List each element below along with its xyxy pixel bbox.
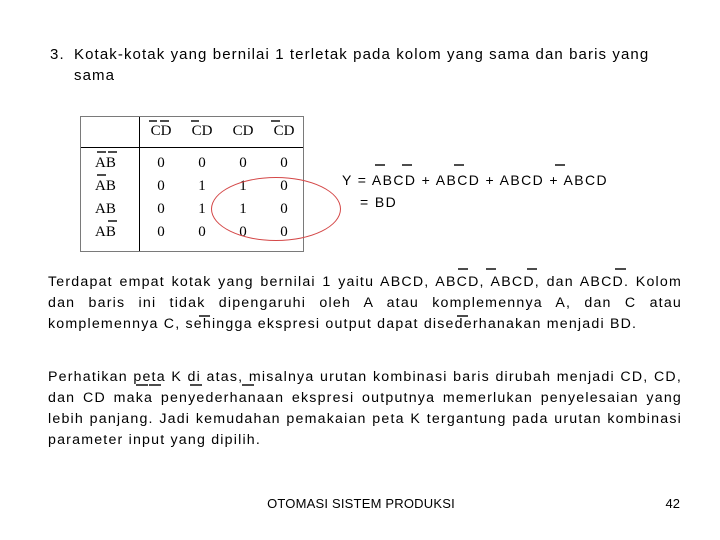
kmap-cell: 0	[157, 155, 165, 171]
kmap-row-header: AB	[95, 178, 116, 194]
kmap-column-header: CD	[273, 123, 295, 139]
heading-number: 3.	[50, 46, 65, 63]
kmap-cell: 0	[157, 201, 165, 217]
kmap-cell: 0	[280, 155, 288, 171]
page-number: 42	[665, 496, 680, 511]
kmap-row-header: AB	[95, 224, 116, 240]
kmap-horizontal-divider	[81, 147, 303, 148]
numbered-heading	[50, 44, 690, 86]
kmap-cell: 0	[157, 224, 165, 240]
kmap-column-header: CD	[150, 123, 172, 139]
paragraph-1: Terdapat empat kotak yang bernilai 1 yaitu ABCD, ABCD, ABCD, dan ABCD. Kolom dan baris ini tidak dipengaruhi oleh A atau komplemennya A, dan C atau komplemennya C, sehingga ekspresi output dapat disederhanakan menjadi BD.	[48, 274, 682, 332]
kmap-cell: 0	[157, 178, 165, 194]
kmap-cell: 0	[280, 201, 288, 217]
kmap-column-header: CD	[191, 123, 213, 139]
kmap-cell: 0	[280, 178, 288, 194]
kmap-row-header: AB	[95, 201, 116, 217]
kmap-cell: 0	[239, 155, 247, 171]
equation-line-2: = BD	[360, 194, 398, 210]
kmap-cell: 1	[198, 201, 206, 217]
footer-title: OTOMASI SISTEM PRODUKSI	[267, 496, 455, 511]
equation-line-1: Y = ABCD + ABCD + ABCD + ABCD	[342, 172, 609, 188]
heading-text: Kotak-kotak yang bernilai 1 terletak pada kolom yang sama dan baris yang sama	[74, 46, 650, 84]
kmap-cell: 0	[198, 224, 206, 240]
kmap-cell: 0	[198, 155, 206, 171]
grouping-circle	[211, 177, 341, 241]
paragraph-2: Perhatikan peta K di atas, misalnya urutan kombinasi baris dirubah menjadi CD, CD, dan CD maka penyederhanaan ekspresi outputnya memerlukan penyelesaian yang lebih panjang. Jadi kemudahan pemakaian peta K tergantung pada urutan kombinasi parameter input yang dipilih.	[48, 369, 682, 448]
kmap-cell: 1	[239, 178, 247, 194]
kmap-cell: 1	[198, 178, 206, 194]
kmap-cell: 0	[239, 224, 247, 240]
karnaugh-map	[80, 116, 304, 252]
kmap-cell: 0	[280, 224, 288, 240]
kmap-vertical-divider	[139, 117, 140, 251]
kmap-row-header: AB	[95, 155, 116, 171]
kmap-column-header: CD	[232, 123, 254, 139]
kmap-cell: 1	[239, 201, 247, 217]
